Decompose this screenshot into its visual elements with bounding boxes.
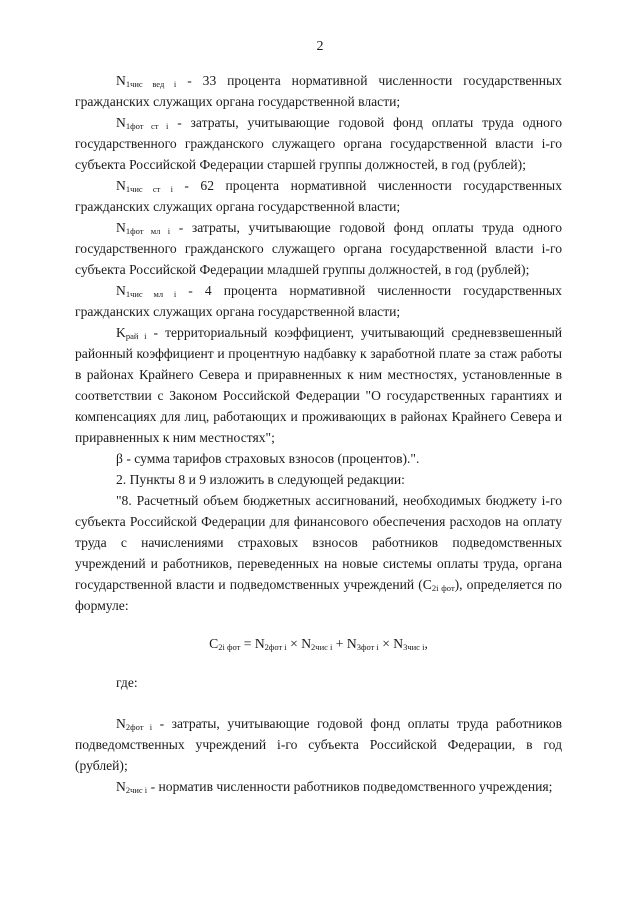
def-n1-fot-ml [75,217,562,280]
formula-term: N [301,636,312,651]
symbol: K [116,325,126,340]
definition-text: - 62 процента нормативной численности государственных гражданских служащих органа государственной власти; [75,178,562,214]
definition-text: - 4 процента нормативной численности государственных гражданских служащих органа государственной власти; [75,283,562,319]
definition-text: - затраты, учитывающие годовой фонд оплаты труда одного государственного гражданского служащего органа государственной власти i-го субъекта Российской Федерации старшей группы должностей, в год (рублей); [75,115,562,172]
page-number: 2 [316,39,324,54]
formula [75,633,562,654]
item-2: 2. Пункты 8 и 9 изложить в следующей редакции: [116,472,405,487]
def-beta: β - сумма тарифов страховых взносов (процентов).". [116,451,420,466]
formula-term-subscript: 2чис i [311,642,333,652]
formula-times: × [286,636,302,651]
where-label: где: [116,675,138,690]
symbol: N [116,178,126,193]
symbol-subscript: 1фот ст i [125,121,169,131]
formula-times: × [378,636,394,651]
definition-text: - затраты, учитывающие годовой фонд оплаты труда одного государственного гражданского служащего органа государственной власти i-го субъекта Российской Федерации младшей группы должностей, в год (рублей); [75,220,562,277]
def-n1-chis-st [75,175,562,217]
symbol: N [116,283,126,298]
definition-text: - норматив численности работников подведомственного учреждения; [147,779,553,794]
def-n2-fot [75,713,562,776]
symbol: N [116,220,126,235]
formula-term-subscript: 3чис i [403,642,425,652]
item-8-text-end: ), определяется по формуле: [75,577,562,613]
def-n1-chis-ml [75,280,562,322]
symbol: N [116,716,126,731]
definition-text: - 33 процента нормативной численности государственных гражданских служащих органа государственной власти; [75,73,562,109]
formula-term-subscript: 2фот i [264,642,287,652]
symbol-subscript: 1фот мл i [125,226,171,236]
symbol: N [116,779,126,794]
formula-term: N [346,636,357,651]
item-8-text: "8. Расчетный объем бюджетных ассигнований, необходимых бюджету i-го субъекта Российской Федерации для финансового обеспечения расходов на оплату труда с начислениями страховых взносов работников подведомственных учреждений и работников, переведенных на новые системы оплаты труда, органа государственной власти и подведомственных учреждений (C [75,493,562,592]
symbol: N [116,115,126,130]
def-k-rai [75,322,562,448]
definition-text: - территориальный коэффициент, учитывающий средневзвешенный районный коэффициент и процентную надбавку к заработной плате за стаж работы в районах Крайнего Севера и приравненных к ним местностях, установленные в соответствии с Законом Российской Федерации "О государственных гарантиях и компенсациях для лиц, работающих и проживающих в районах Крайнего Севера и приравненных к ним местностях"; [75,325,562,445]
formula-term-subscript: 3фот i [356,642,379,652]
def-n2-chis [75,776,562,797]
formula-lhs-subscript: 2i фот [218,642,241,652]
symbol: N [116,73,126,88]
spacer [75,693,562,713]
symbol-subscript: 1чис ст i [125,184,173,194]
def-n1-chis-ved [75,70,562,112]
formula-lhs: C [209,636,219,651]
formula-plus: + [332,636,347,651]
item-8 [75,490,562,616]
formula-end: , [424,636,428,651]
symbol-subscript: 1чис мл i [125,289,177,299]
symbol-subscript: 1чис вед i [125,79,177,89]
formula-term: N [393,636,404,651]
def-n1-fot-st [75,112,562,175]
symbol-subscript: 2чис i [125,785,148,795]
formula-term: N [254,636,265,651]
symbol-subscript: рай i [125,331,147,341]
document-body [75,70,562,797]
symbol-subscript: 2фот i [125,722,153,732]
definition-text: - затраты, учитывающие годовой фонд оплаты труда работников подведомственных учреждений i-го субъекта Российской Федерации, в год (рублей); [75,716,562,773]
symbol-subscript: 2i фот [431,583,455,593]
formula-equals: = [240,636,255,651]
